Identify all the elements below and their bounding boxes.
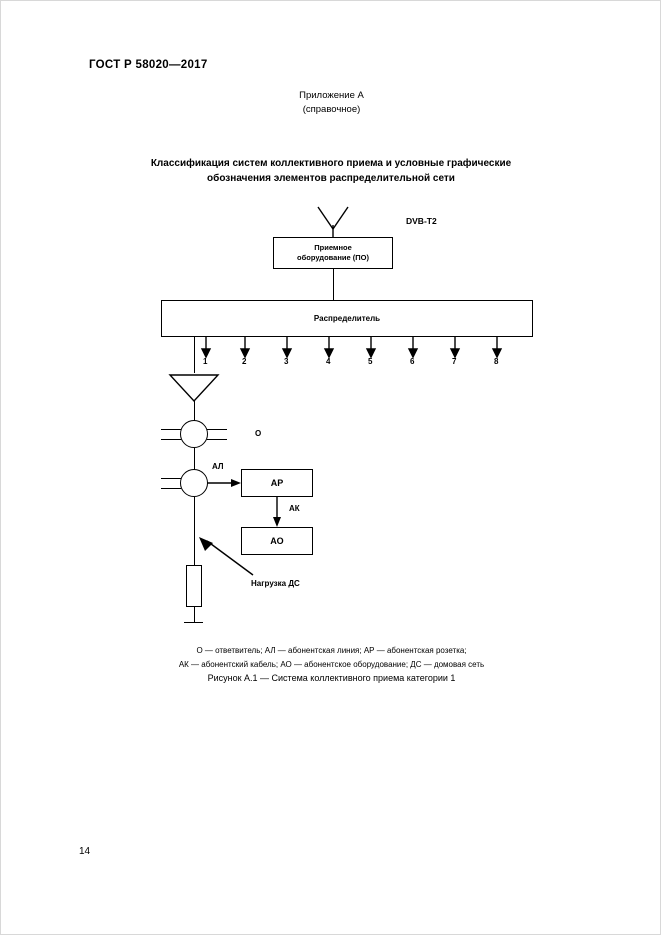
- tap1-line-upper-right: [207, 429, 227, 430]
- riser-line-tap1-to-tap2: [194, 448, 195, 470]
- legend-line1: О — ответвитель; АЛ — абонентская линия; АР — абонентская розетка;: [196, 646, 467, 655]
- subscriber-equipment-box: АО: [241, 527, 313, 555]
- connector-po-distributor: [333, 269, 334, 300]
- output-number-1: 1: [203, 357, 208, 366]
- receiving-equipment-line1: Приемное: [314, 243, 352, 252]
- annex-label-line2: (справочное): [302, 104, 361, 115]
- amplifier-triangle-icon: [169, 373, 219, 403]
- page-title-line1: Классификация систем коллективного приема и условные графические: [150, 158, 512, 169]
- page-title-line2: обозначения элементов распределительной сети: [207, 173, 455, 184]
- standard-header: ГОСТ Р 58020—2017: [89, 59, 208, 71]
- output-number-2: 2: [242, 357, 247, 366]
- load-label: Нагрузка ДС: [251, 579, 300, 588]
- figure-caption: Рисунок А.1 — Система коллективного приема категории 1: [207, 673, 456, 683]
- output-number-7: 7: [452, 357, 457, 366]
- subscriber-line-label: АЛ: [212, 462, 224, 471]
- distributor-outputs: [161, 337, 533, 359]
- output-number-3: 3: [284, 357, 289, 366]
- tap1-line-lower-left: [161, 439, 181, 440]
- tap-circle-2: [180, 469, 208, 497]
- annex-label-line1: Приложение А: [299, 90, 364, 101]
- antenna-standard-label: DVB-T2: [406, 216, 437, 226]
- page-title: [131, 156, 531, 186]
- riser-line-amp-to-tap1: [194, 401, 195, 421]
- riser-line-top: [194, 337, 195, 373]
- subscriber-line-arrow: [207, 475, 243, 491]
- output-number-5: 5: [368, 357, 373, 366]
- figure-legend: [1, 644, 661, 672]
- tap-label-o: О: [255, 429, 262, 438]
- figure-diagram: [1, 201, 661, 641]
- output-number-6: 6: [410, 357, 415, 366]
- riser-line-tap2-to-load: [194, 497, 195, 565]
- tap2-line-lower-left: [161, 488, 181, 489]
- tap2-line-upper-left: [161, 478, 181, 479]
- legend-line2: АК — абонентский кабель; АО — абонентское оборудование; ДС — домовая сеть: [178, 660, 485, 669]
- output-number-4: 4: [326, 357, 331, 366]
- page-number: 14: [79, 846, 91, 857]
- receiving-equipment-line2: оборудование (ПО): [297, 253, 369, 262]
- tap-circle-1: [180, 420, 208, 448]
- distributor-box: Распределитель: [161, 300, 533, 337]
- subscriber-socket-box: АР: [241, 469, 313, 497]
- load-terminal-line: [184, 622, 203, 623]
- tap1-line-upper-left: [161, 429, 181, 430]
- annex-label: [1, 89, 661, 117]
- receiving-equipment-box: [273, 237, 393, 269]
- tap1-line-lower-right: [207, 439, 227, 440]
- subscriber-cable-arrow: [269, 497, 285, 529]
- subscriber-cable-label: АК: [289, 504, 300, 513]
- load-callout-arrow: [197, 537, 257, 579]
- output-number-8: 8: [494, 357, 499, 366]
- riser-line-load-bottom: [194, 607, 195, 623]
